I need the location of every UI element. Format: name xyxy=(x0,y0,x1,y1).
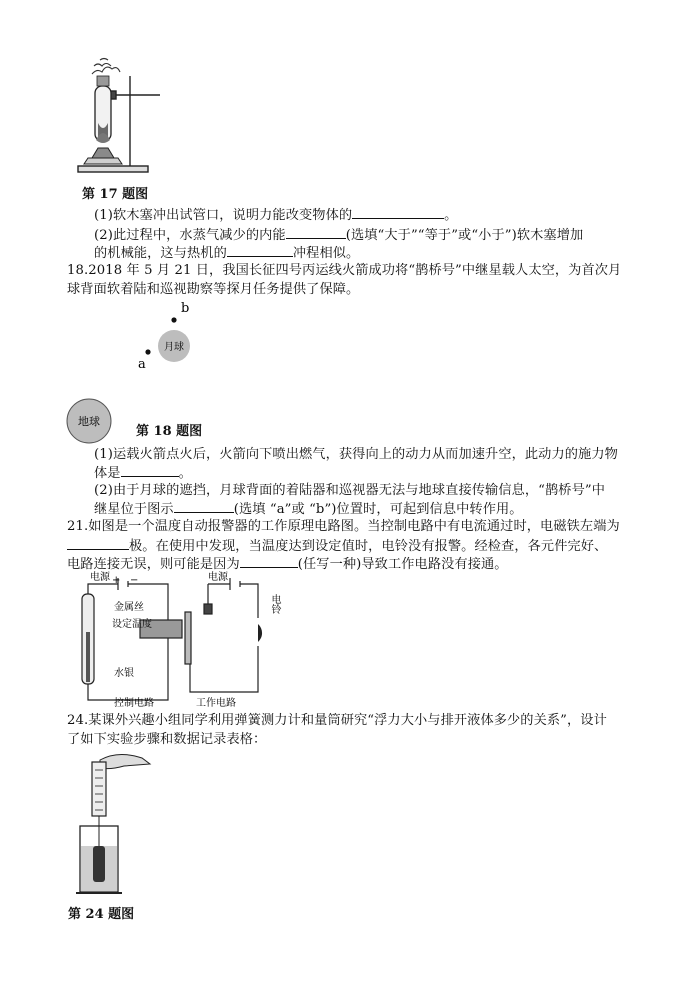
q17-part1-end: 。 xyxy=(444,208,458,223)
q18-blank-2[interactable] xyxy=(174,500,234,513)
q21-label-wire: 金属丝 xyxy=(114,602,144,613)
q17-part2-text-c: 的机械能，这与热机的 xyxy=(94,246,227,261)
q17-caption: 第 17 题图 xyxy=(82,187,149,202)
q24-hand xyxy=(100,754,150,768)
q21-circuit-figure xyxy=(68,572,280,709)
q18-part1: (1)运载火箭点火后，火箭向下喷出燃气，获得向上的动力从而加速升空，此动力的施力物 xyxy=(94,447,618,462)
q18-part1-cont xyxy=(94,464,192,483)
q18-point-b xyxy=(171,317,176,322)
q21-intro-2 xyxy=(67,537,607,556)
q17-part1 xyxy=(94,206,457,225)
q24-intro-2: 了如下实验步骤和数据记录表格： xyxy=(67,732,267,747)
q21-label-work: 工作电路 xyxy=(196,698,236,709)
q18-part2-cont xyxy=(94,500,523,519)
q21-label-power2: 电源 xyxy=(208,572,228,583)
q21-label-minus: − xyxy=(130,575,139,586)
q24-figure xyxy=(68,750,156,898)
q17-steam xyxy=(92,59,120,75)
q17-part2-text-a: (2)此过程中，水蒸气减少的内能 xyxy=(94,228,286,243)
q21-label-bell xyxy=(260,593,281,615)
q17-lamp xyxy=(84,133,122,164)
q21-bell xyxy=(258,624,262,642)
q17-blank-1[interactable] xyxy=(352,206,444,219)
q21-label-power1: 电源 xyxy=(90,572,110,583)
q17-blank-2[interactable] xyxy=(286,226,346,239)
q21-label-mercury: 水银 xyxy=(114,668,134,679)
q17-blank-3[interactable] xyxy=(227,244,293,257)
q17-figure xyxy=(74,58,166,176)
q21-armature xyxy=(185,612,191,664)
q18-part2: (2)由于月球的遮挡，月球背面的着陆器和巡视器无法与地球直接传输信息，“鹊桥号”中 xyxy=(94,483,606,498)
q24-object xyxy=(93,846,105,882)
q21-blank-1[interactable] xyxy=(67,537,129,550)
q24-caption: 第 24 题图 xyxy=(68,907,135,922)
q18-part2-text-b: 继星位于图示 xyxy=(94,502,174,517)
q21-intro-3-text-b: (任写一种)导致工作电路没有接通。 xyxy=(297,557,508,572)
q18-point-a xyxy=(145,349,150,354)
q18-earth-label: 地球 xyxy=(78,415,100,428)
q24-intro-1: 24.某课外兴趣小组同学利用弹簧测力计和量筒研究“浮力大小与排开液体多少的关系”，设计 xyxy=(67,713,607,728)
q18-part1-text-b: 体是 xyxy=(94,466,121,481)
q18-part1-end: 。 xyxy=(178,466,192,481)
q18-label-b: b xyxy=(181,301,190,316)
q21-work-wire xyxy=(190,584,258,692)
q21-label-bell-text: 电铃 xyxy=(260,594,280,605)
q21-contact xyxy=(204,604,212,614)
q18-intro-1: 18.2018 年 5 月 21 日，我国长征四号丙运线火箭成功将“鹊桥号”中继星载人太空，为首次月 xyxy=(67,263,622,278)
q18-intro-2: 球背面软着陆和巡视勘察等探月任务提供了保障。 xyxy=(67,282,360,297)
q18-blank-1[interactable] xyxy=(121,464,179,477)
q18-caption: 第 18 题图 xyxy=(136,424,203,439)
q17-part2-text-b: (选填“大于”“等于”或“小于”)软木塞增加 xyxy=(345,228,584,243)
q17-part2 xyxy=(94,226,583,245)
q21-intro-1: 21.如图是一个温度自动报警器的工作原理电路图。当控制电路中有电流通过时，电磁铁左端为 xyxy=(67,519,620,534)
q18-moon-label: 月球 xyxy=(164,342,184,353)
q17-part2-text-d: 冲程相似。 xyxy=(292,246,360,261)
q17-part1-text: (1)软木塞冲出试管口，说明力能改变物体的 xyxy=(94,208,353,223)
q21-label-set-temp: 设定温度 xyxy=(112,619,152,630)
q21-intro-3-text-a: 电路连接无误，则可能是因为 xyxy=(67,557,240,572)
q21-blank-2[interactable] xyxy=(240,555,298,568)
q21-intro-2-text: 极。在使用中发现，当温度达到设定值时，电铃没有报警。经检查，各元件完好、 xyxy=(129,539,608,554)
q17-part2-cont xyxy=(94,244,359,263)
q21-label-plus: + xyxy=(112,575,121,586)
q18-label-a: a xyxy=(138,357,146,372)
q21-label-control: 控制电路 xyxy=(114,698,154,709)
q17-test-tube xyxy=(95,76,111,141)
q18-part2-text-c: (选填 “a”或 “b”)位置时，可起到信息中转作用。 xyxy=(233,502,523,517)
